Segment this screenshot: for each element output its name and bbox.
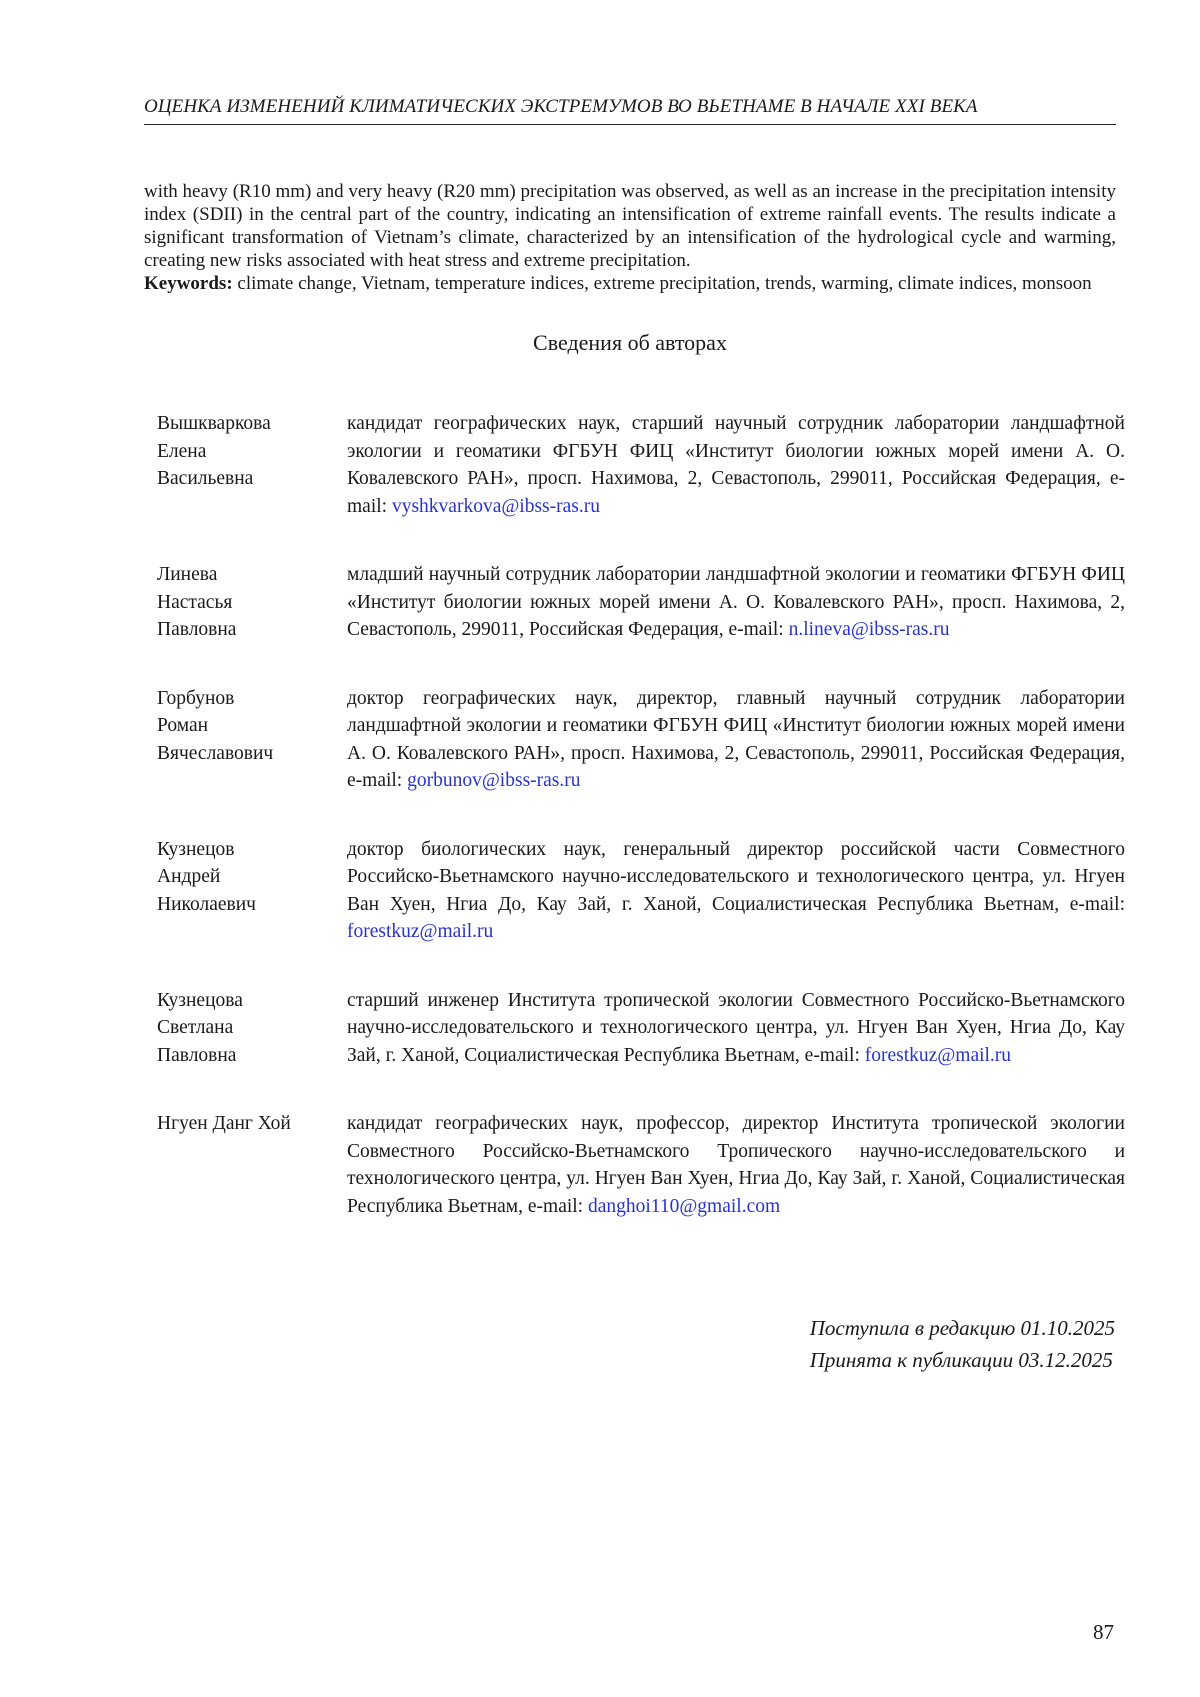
author-bio <box>347 685 1125 795</box>
author-given-name: Настасья <box>157 591 233 613</box>
author-name <box>157 987 347 1070</box>
author-surname: Кузнецова <box>157 989 243 1011</box>
author-full-name: Нгуен Данг Хой <box>157 1113 291 1134</box>
author-entry <box>157 987 1125 1070</box>
author-email-link[interactable]: n.lineva@ibss-ras.ru <box>788 619 950 640</box>
author-bio-text: кандидат географических наук, профессор, директор Института тропической экологии Совместного Российско-Вьетнамского Тропического научно-исследовательского и технологического центра, ул. Нгуен Ван Хуен, Нгиа До, Кау Зай, г. Ханой, Социалистическая Республика Вьетнам, e-mail: <box>347 1113 1125 1217</box>
author-email-link[interactable]: danghoi110@gmail.com <box>587 1195 781 1217</box>
author-surname: Кузнецов <box>157 838 235 860</box>
author-patronymic: Павловна <box>157 1044 237 1066</box>
author-email-link[interactable]: vyshkvarkova@ibss-ras.ru <box>391 495 600 517</box>
author-patronymic: Вячеславович <box>157 742 274 764</box>
author-bio <box>347 1110 1125 1220</box>
author-email-link[interactable]: forestkuz@mail.ru <box>347 921 494 942</box>
accepted-date: Принята к публикации 03.12.2025 <box>809 1348 1113 1372</box>
author-bio-text: доктор географических наук, директор, главный научный сотрудник лаборатории ландшафтной экологии и геоматики ФГБУН ФИЦ «Институт биологии южных морей имени А. О. Ковалевского РАН», просп. Нахимова, 2, Севастополь, 299011, Российская Федерация, e-mail: <box>347 687 1125 791</box>
author-bio-text: доктор биологических наук, генеральный директор российской части Совместного Российско-Вьетнамского научно-исследовательского и технологического центра, ул. Нгуен Ван Хуен, Нгиа До, Кау Зай, г. Ханой, Социалистическая Республика Вьетнам, e-mail: <box>347 838 1125 915</box>
page-number: 87 <box>1093 1620 1114 1644</box>
author-surname: Горбунов <box>157 687 235 709</box>
author-bio-text: кандидат географических наук, старший научный сотрудник лаборатории ландшафтной экологии и геоматики ФГБУН ФИЦ «Институт биологии южных морей имени А. О. Ковалевского РАН», просп. Нахимова, 2, Севастополь, 299011, Российская Федерация, e-mail: <box>347 413 1125 517</box>
submission-dates <box>810 1312 1115 1376</box>
author-given-name: Светлана <box>157 1017 234 1038</box>
keywords-label: Keywords: <box>144 273 233 294</box>
author-entry <box>157 685 1125 795</box>
author-patronymic: Николаевич <box>157 893 256 915</box>
received-date: Поступила в редакцию 01.10.2025 <box>809 1316 1115 1340</box>
author-bio-text: младший научный сотрудник лаборатории ландшафтной экологии и геоматики ФГБУН ФИЦ «Институт биологии южных морей имени А. О. Ковалевского РАН», просп. Нахимова, 2, Севастополь, 299011, Российская Федерация, e-mail: <box>347 564 1125 640</box>
author-name <box>157 836 347 946</box>
author-name <box>157 410 347 520</box>
running-head: ОЦЕНКА ИЗМЕНЕНИЙ КЛИМАТИЧЕСКИХ ЭКСТРЕМУМОВ ВО ВЬЕТНАМЕ В НАЧАЛЕ XXI ВЕКА <box>144 96 1116 125</box>
author-given-name: Елена <box>157 440 207 462</box>
author-entry <box>157 1110 1125 1220</box>
keywords-text: climate change, Vietnam, temperature indices, extreme precipitation, trends, warming, climate indices, monsoon <box>232 273 1092 294</box>
author-surname: Вышкваркова <box>157 413 271 434</box>
author-email-link[interactable]: forestkuz@mail.ru <box>864 1044 1012 1066</box>
author-email-link[interactable]: gorbunov@ibss-ras.ru <box>407 770 581 791</box>
author-name <box>157 1110 347 1220</box>
author-bio <box>347 410 1125 520</box>
author-bio <box>347 836 1125 946</box>
author-entry <box>157 561 1125 644</box>
author-bio <box>347 987 1125 1070</box>
authors-list <box>157 410 1125 1261</box>
abstract-text: with heavy (R10 mm) and very heavy (R20 mm) precipitation was observed, as well as an increase in the precipitation intensity index (SDII) in the central part of the country, indicating an intensification of extreme rainfall events. The results indicate a significant transformation of Vietnam’s climate, characterized by an intensification of the hydrological cycle and warming, creating new risks associated with heat stress and extreme precipitation. <box>144 181 1116 271</box>
author-entry <box>157 410 1125 520</box>
author-patronymic: Васильевна <box>157 468 254 489</box>
author-name <box>157 685 347 795</box>
author-patronymic: Павловна <box>157 619 237 640</box>
author-name <box>157 561 347 644</box>
author-given-name: Роман <box>157 715 209 736</box>
author-surname: Линева <box>157 564 218 585</box>
section-title: Сведения об авторах <box>533 330 727 355</box>
author-bio <box>347 561 1125 644</box>
author-bio-text: старший инженер Института тропической экологии Совместного Российско-Вьетнамского научно-исследовательского и технологического центра, ул. Нгуен Ван Хуен, Нгиа До, Кау Зай, г. Ханой, Социалистическая Республика Вьетнам, e-mail: <box>347 989 1125 1066</box>
author-given-name: Андрей <box>157 866 221 887</box>
abstract <box>144 180 1116 295</box>
author-entry <box>157 836 1125 946</box>
